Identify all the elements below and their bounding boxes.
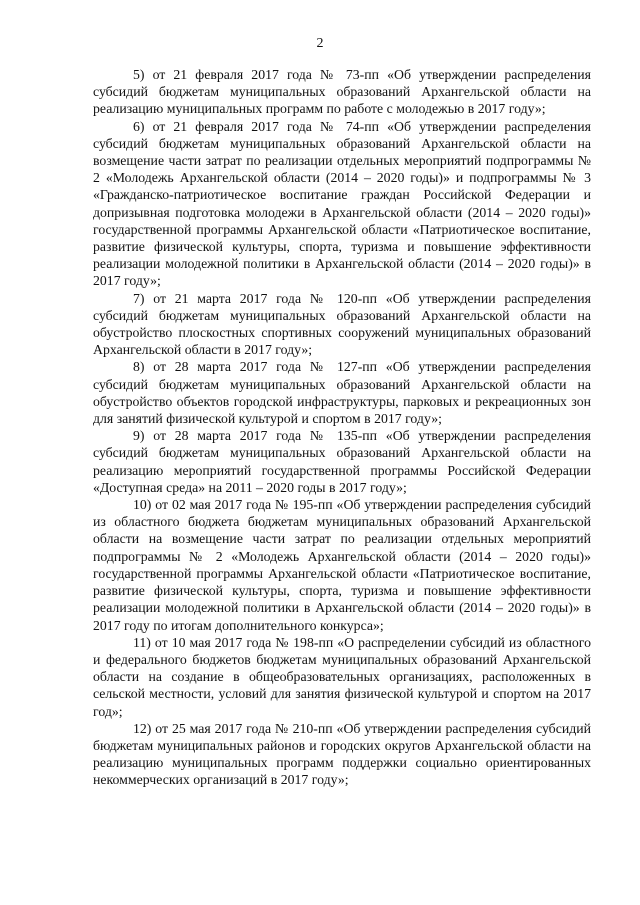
list-item-5: 5) от 21 февраля 2017 года № 73-пп «Об утверждении распределения субсидий бюджетам муниципальных образований Архангельской области на реализацию муниципальных программ по работе с молодежью в 2017 году»; [93,67,591,117]
list-item-7: 7) от 21 марта 2017 года № 120-пп «Об утверждении распределения субсидий бюджетам муниципальных образований Архангельской области на обустройство плоскостных спортивных сооружений муниципальных образований Архангельской области в 2017 году»; [93,290,591,358]
document-body [93,66,591,789]
list-item-8: 8) от 28 марта 2017 года № 127-пп «Об утверждении распределения субсидий бюджетам муниципальных образований Архангельской области на обустройство объектов городской инфраструктуры, парковых и рекреационных зон для занятий физической культурой и спортом в 2017 году»; [93,359,591,427]
list-item-6: 6) от 21 февраля 2017 года № 74-пп «Об утверждении распределения субсидий бюджетам муниципальных образований Архангельской области на возмещение части затрат по реализации отдельных мероприятий подпрограммы № 2 «Молодежь Архангельской области (2014 – 2020 годы)» и подпрограммы № 3 «Гражданско-патриотическое воспитание граждан Российской Федерации и допризывная подготовка молодежи в Архангельской области (2014 – 2020 годы)» государственной программы Архангельской области «Патриотическое воспитание, развитие физической культуры, спорта, туризма и повышение эффективности реализации молодежной политики в Архангельской области (2014 – 2020 годы)» в 2017 году»; [93,118,591,289]
page-number: 2 [316,36,324,51]
list-item-9: 9) от 28 марта 2017 года № 135-пп «Об утверждении распределения субсидий бюджетам муниципальных образований Архангельской области на реализацию мероприятий государственной программы Российской Федерации «Доступная среда» на 2011 – 2020 годы в 2017 году»; [93,428,591,495]
list-item-12: 12) от 25 мая 2017 года № 210-пп «Об утверждении распределения субсидий бюджетам муниципальных районов и городских округов Архангельской области на реализацию муниципальных программ поддержки социально ориентированных некоммерческих организаций в 2017 году»; [93,720,591,788]
list-item-11: 11) от 10 мая 2017 года № 198-пп «О распределении субсидий из областного и федерального бюджетов бюджетам муниципальных образований Архангельской области на создание в общеобразовательных организациях, расположенных в сельской местности, условий для занятия физической культурой и спортом на 2017 год»; [93,634,591,719]
list-item-10: 10) от 02 мая 2017 года № 195-пп «Об утверждении распределения субсидий из областного бюджета бюджетам муниципальных образований Архангельской области на возмещение части затрат по реализации отдельных мероприятий подпрограммы № 2 «Молодежь Архангельской области (2014 – 2020 годы)» государственной программы Архангельской области «Патриотическое воспитание, развитие физической культуры, спорта, туризма и повышение эффективности реализации молодежной политики в Архангельской области (2014 – 2020 годы)» в 2017 году по итогам дополнительного конкурса»; [93,497,591,633]
